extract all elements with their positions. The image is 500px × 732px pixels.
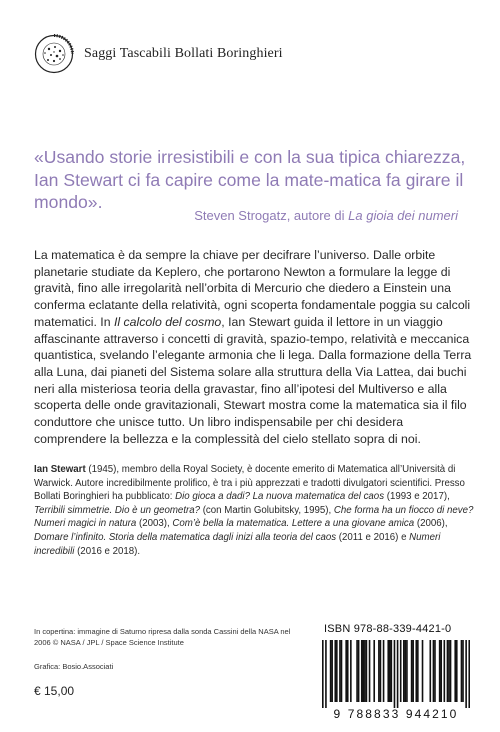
bio-book-title: Terribili simmetrie. Dio è un geometra? [34,504,201,516]
barcode-bar [450,640,452,702]
cover-credits: In copertina: immagine di Saturno ripresa dalla sonda Cassini della NASA nel 2006 © NASA / JPL / Space Science Institute [34,627,291,647]
bio-text: (2006), [414,518,448,530]
barcode-bar [400,640,402,702]
author-bio [34,463,474,558]
barcode-bar [406,640,408,702]
barcode-bar [347,640,349,702]
publisher-header [34,34,283,74]
barcode-bar [417,640,419,702]
barcode-bar [415,640,417,702]
bio-text: (con Martin Golubitsky, 1995), [200,504,334,516]
barcode-bar [341,640,343,702]
bio-book-title: Com’è bella la matematica. Lettere a una giovane amica [172,518,415,530]
barcode-bar [397,640,399,708]
barcode-bar [336,640,338,702]
barcode-bar [422,640,424,702]
barcode-bar [350,640,352,702]
barcode-bar [440,640,442,702]
barcode-bar [358,640,360,702]
barcode-bar [363,640,365,702]
celestial-globe-logo-icon [34,34,74,74]
barcode-bar [364,640,366,702]
barcode-bar [330,640,332,702]
barcode-bar [444,640,446,702]
barcode-bar [429,640,431,702]
series-name: Saggi Tascabili Bollati Boringhieri [84,46,283,61]
price: € 15,00 [34,684,75,698]
barcode-bar [456,640,458,702]
barcode-bar [468,640,470,708]
description-text-1: La matematica è da sempre la chiave per decifrare l’universo. Dalle orbite planetarie studiate da Keplero, che portarono Newton a formulare la legge di gravità, fino alle irregolarità nell’orbita di Mercurio che diedero a Einstein una conferma eclatante della relatività, ogni scoperta fondamentale poggia su calcoli matematici. In [34,248,471,329]
book-description [34,247,474,447]
barcode-bar [366,640,368,702]
barcode-bar [331,640,333,702]
graphics-credit: Grafica: Bosio.Associati [34,662,114,671]
barcode-bar [373,640,375,702]
description-text-2: , Ian Stewart guida il lettore in un viaggio affascinante attraverso i concetti di gravità, spazio-tempo, relatività e meccanica quantistica, svelando l’elegante armonia che li lega. Dalla formazione della Terra alla Luna, dai pianeti del Sistema solare alla struttura della Via Lattea, dai buchi neri alla misteriosa teoria della gravastar, fino all’ipotesi del Multiverso e alla scoperta delle onde gravitazionali, Stewart mostra come la matematica sia il filo conduttore che unisce tutto. Un libro indispensabile per chi desidera comprendere la bellezza e la complessità del cielo stellato sopra di noi. [34,314,472,446]
isbn-label: ISBN 978-88-339-4421-0 [324,623,452,635]
barcode-bar [387,640,389,702]
barcode-number: 9 788833 944210 [333,707,459,721]
description-book-title: Il calcolo del cosmo [113,314,222,329]
barcode-bar [369,640,371,702]
barcode-bar [356,640,358,702]
bio-book-title: Dio gioca a dadi? La nuova matematica del caos [175,491,385,503]
barcode-bar [454,640,456,702]
ean13-barcode-icon [322,640,470,708]
barcode-bar [383,640,385,702]
barcode-bar [447,640,449,702]
barcode-bar [405,640,407,702]
barcode-bar [325,640,327,708]
bio-text: (2016 e 2018). [74,545,141,557]
barcode-bar [411,640,413,702]
barcode-bar [391,640,393,702]
quote-author: Steven Strogatz, autore di [194,208,349,223]
bio-text: (1945), membro della Royal Society, è docente emerito di Matematica all’Università di Warwick. Autore incredibilmente prolifico, è tra i più apprezzati e tradotti divulgatori scientifici. Presso Bollati Boringhieri ha pubblicato: [34,464,465,503]
bio-text: (2011 e 2016) e [336,531,410,543]
bio-book-title: Che forma ha un fiocco di neve? Numeri magici in natura [34,504,474,530]
quote-attribution [194,208,458,223]
barcode-bar [394,640,396,708]
barcode-bar [448,640,450,702]
barcode-bar [439,640,441,702]
barcode-bar [345,640,347,702]
bio-book-title: Numeri incredibili [34,531,441,557]
bio-author-name: Ian Stewart [34,464,86,475]
barcode-bar [322,640,324,708]
barcode-bar [339,640,341,702]
barcode-bar [465,640,467,708]
barcode-bar [462,640,464,702]
barcode-bar [433,640,435,702]
bio-text: (1993 e 2017), [384,491,450,503]
barcode-bar [334,640,336,702]
barcode-bar [380,640,382,702]
bio-book-title: Domare l’infinito. Storia della matematica dagli inizi alla teoria del caos [34,531,337,543]
barcode-bar [461,640,463,702]
barcode-bar [378,640,380,702]
barcode-bar [434,640,436,702]
quote-author-book: La gioia dei numeri [348,208,458,223]
barcode-bar [403,640,405,702]
barcode-bar [412,640,414,702]
barcode-bar [361,640,363,702]
blurb-quote: «Usando storie irresistibili e con la sua tipica chiarezza, Ian Stewart ci fa capire come la mate-matica fa girare il mondo». [34,147,466,212]
bio-text: (2003), [136,518,173,530]
barcode-bar [389,640,391,702]
